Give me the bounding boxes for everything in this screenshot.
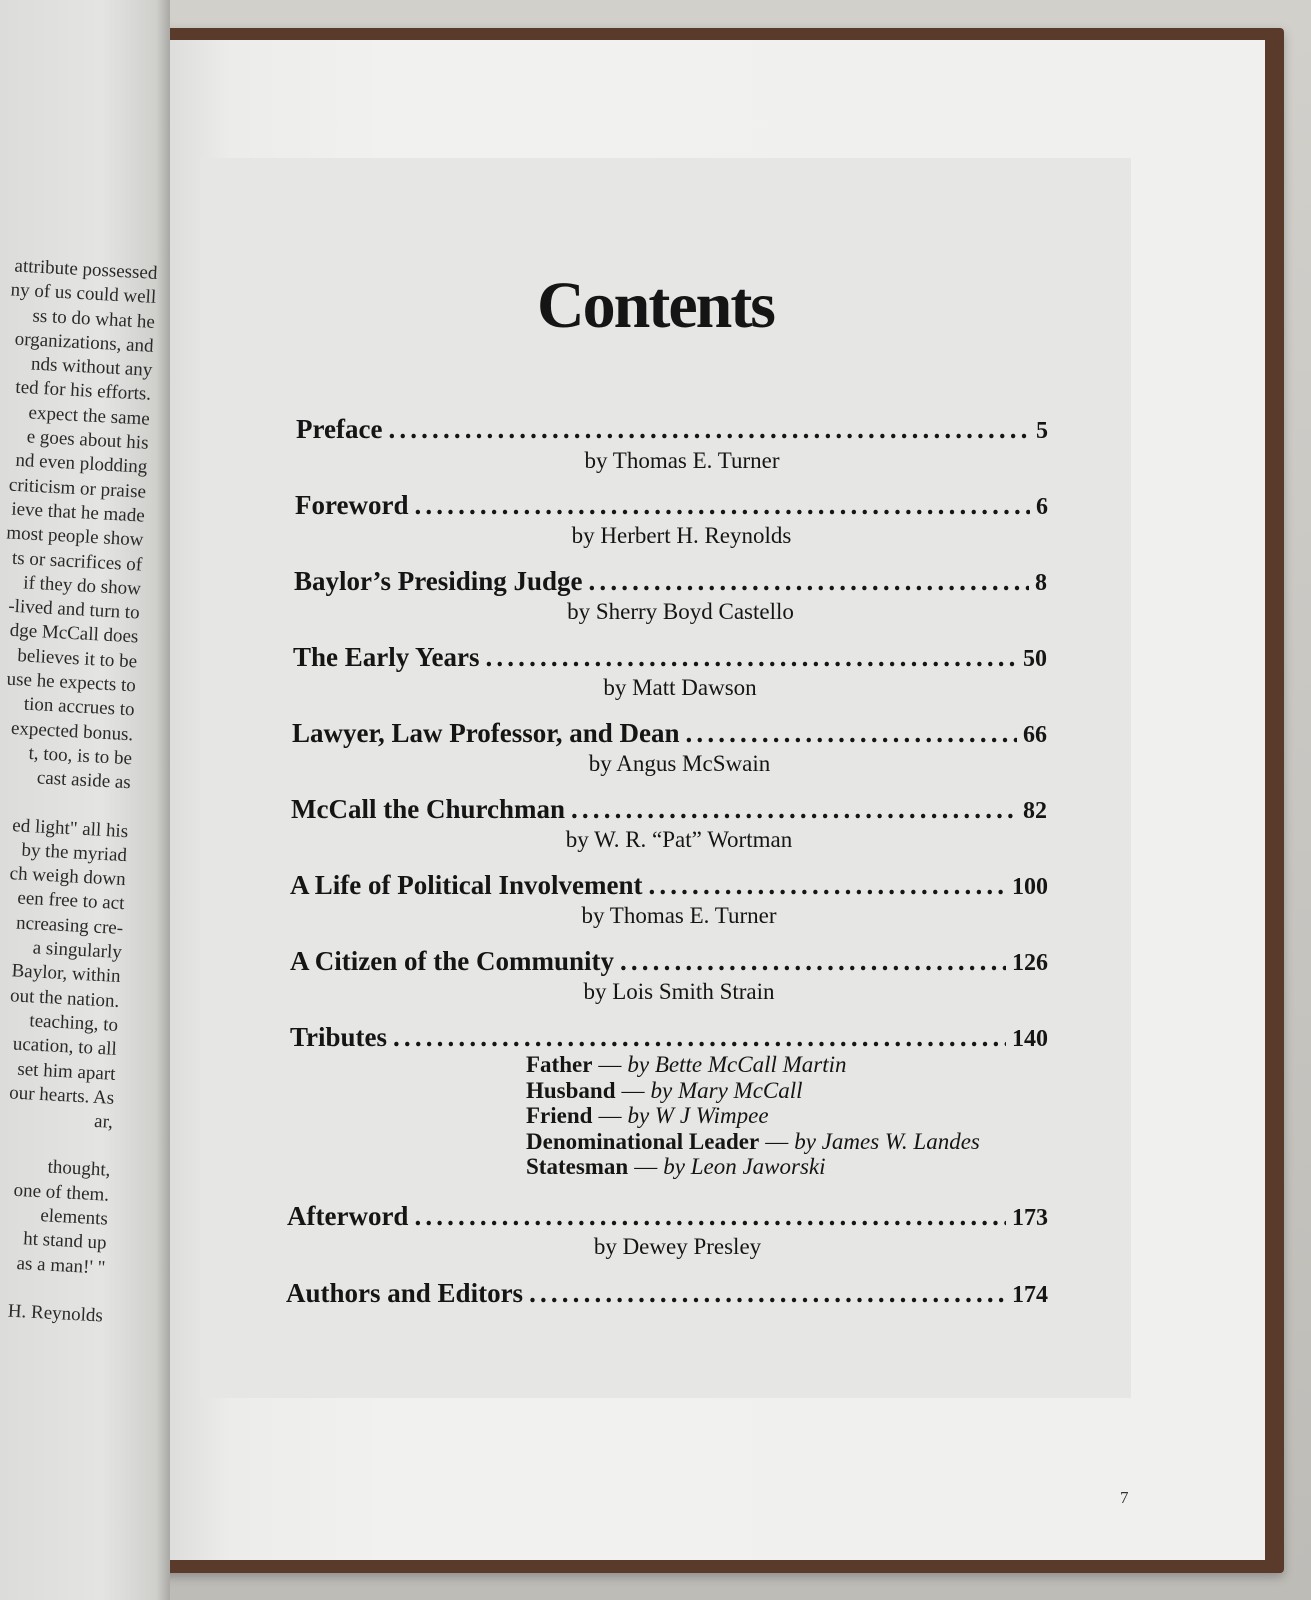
tribute-author: by Mary McCall xyxy=(650,1077,803,1103)
dot-leader xyxy=(529,1278,1006,1309)
left-page-line: tion accrues to xyxy=(23,693,136,721)
tribute-author: by W J Wimpee xyxy=(627,1103,769,1128)
toc-entry-line xyxy=(292,718,1047,749)
toc-entry-page: 82 xyxy=(1023,798,1047,824)
toc-entry-author: by Lois Smith Strain xyxy=(583,979,775,1004)
tribute-role: Denominational Leader xyxy=(526,1128,760,1154)
tribute-dash: — xyxy=(634,1154,658,1179)
left-page-line: by the myriad xyxy=(20,839,128,866)
tribute-role: Statesman xyxy=(526,1154,629,1179)
left-page-line: criticism or praise xyxy=(8,474,147,503)
toc-entry-page: 5 xyxy=(1036,418,1048,444)
left-page-line: nd even plodding xyxy=(14,450,148,479)
left-page-line: t, too, is to be xyxy=(28,742,133,770)
left-page-line: ieve that he made xyxy=(10,498,146,527)
left-page-line: teaching, to xyxy=(28,1010,119,1036)
toc-entry-title: McCall the Churchman xyxy=(291,794,565,824)
left-page-line: use he expects to xyxy=(6,668,137,697)
left-page-line: ny of us could well xyxy=(10,279,157,309)
left-page-line: nds without any xyxy=(30,353,153,382)
toc-entry-author: by Thomas E. Turner xyxy=(584,448,780,473)
toc-entry-title: Tributes xyxy=(290,1022,388,1052)
left-page-line: ts or sacrifices of xyxy=(11,547,143,576)
dot-leader xyxy=(485,642,1017,673)
tribute-item xyxy=(526,1078,980,1104)
left-page-line: -lived and turn to xyxy=(7,595,141,624)
toc-entry-page: 8 xyxy=(1035,570,1047,596)
left-page-line: ed light" all his xyxy=(11,814,129,842)
dot-leader xyxy=(686,718,1017,749)
toc-entry-title: The Early Years xyxy=(293,642,480,672)
toc-entry-author: by Matt Dawson xyxy=(603,675,757,700)
toc-entry-line xyxy=(294,566,1047,597)
left-page-line: ucation, to all xyxy=(12,1033,118,1061)
left-page-line: out the nation. xyxy=(9,984,120,1012)
dot-leader xyxy=(648,870,1006,901)
tribute-author: by Bette McCall Martin xyxy=(627,1052,847,1077)
left-page-line: cast aside as xyxy=(36,767,132,794)
tribute-dash: — xyxy=(598,1052,622,1077)
page-title: Contents xyxy=(536,269,774,342)
toc-entry-title: Baylor’s Presiding Judge xyxy=(294,566,583,596)
toc-entry-author: by Thomas E. Turner xyxy=(581,903,777,928)
toc-entry-line xyxy=(287,1201,1048,1232)
toc-entry-line xyxy=(291,794,1047,825)
left-page-line: one of them. xyxy=(13,1179,110,1206)
left-page-line: ar, xyxy=(93,1110,114,1133)
left-page-line: H. Reynolds xyxy=(7,1300,104,1327)
toc-entry-line xyxy=(290,870,1048,901)
toc-entry-author: by Herbert H. Reynolds xyxy=(571,523,792,548)
toc-entry-title: Preface xyxy=(296,414,383,444)
left-page-line: ncreasing cre- xyxy=(15,912,124,939)
toc-entry-title: Lawyer, Law Professor, and Dean xyxy=(292,718,680,748)
left-page-line: elements xyxy=(39,1205,109,1230)
left-page-line: expected bonus. xyxy=(10,717,134,745)
tribute-author: by Leon Jaworski xyxy=(663,1154,826,1179)
tribute-role: Father xyxy=(526,1052,593,1077)
toc-entry-page: 126 xyxy=(1012,950,1048,976)
left-page-line: een free to act xyxy=(16,887,125,915)
left-page-line: set him apart xyxy=(16,1058,117,1085)
tribute-item xyxy=(526,1154,980,1180)
left-page-line: expect the same xyxy=(28,402,151,430)
toc-entry-line xyxy=(295,490,1048,521)
left-page-line: attribute possessed xyxy=(14,255,158,284)
tribute-dash: — xyxy=(621,1077,645,1103)
left-page-line: organizations, and xyxy=(14,328,155,357)
tribute-item xyxy=(526,1129,980,1155)
toc-entry-line xyxy=(286,1278,1048,1309)
toc-entry-title: Foreword xyxy=(295,490,409,520)
tribute-role: Friend xyxy=(526,1103,593,1128)
tribute-item xyxy=(526,1103,980,1129)
dot-leader xyxy=(393,1022,1006,1053)
left-page-line: thought, xyxy=(47,1156,111,1182)
toc-entry-line xyxy=(293,642,1047,673)
toc-entry-author: by W. R. “Pat” Wortman xyxy=(565,827,793,852)
dot-leader xyxy=(589,566,1029,597)
tribute-item xyxy=(526,1052,980,1078)
toc-entry-title: Afterword xyxy=(287,1201,409,1231)
dot-leader xyxy=(571,794,1017,825)
left-page-line: a singularly xyxy=(32,937,123,964)
toc-entry-page: 50 xyxy=(1023,646,1047,672)
left-page-line: Baylor, within xyxy=(11,960,122,988)
toc-entry-page: 140 xyxy=(1012,1026,1048,1052)
toc-entry-author: by Sherry Boyd Castello xyxy=(567,599,794,624)
toc-entry-page: 6 xyxy=(1036,494,1048,520)
left-page-line: ht stand up xyxy=(22,1228,108,1254)
left-page-line: believes it to be xyxy=(16,644,138,673)
toc-entry-page: 173 xyxy=(1012,1205,1048,1231)
dot-leader xyxy=(388,414,1030,445)
left-page-line: e goes about his xyxy=(26,426,150,454)
dot-leader xyxy=(414,490,1030,521)
tribute-dash: — xyxy=(598,1103,622,1128)
left-page-line: if they do show xyxy=(22,572,142,600)
tribute-dash: — xyxy=(765,1128,789,1154)
left-page-line: dge McCall does xyxy=(9,620,139,648)
left-page-line: ss to do what he xyxy=(32,305,156,333)
toc-entry-page: 174 xyxy=(1012,1282,1048,1308)
toc-entry-line xyxy=(296,414,1048,445)
left-page-line: most people show xyxy=(5,522,144,551)
toc-entry-title: Authors and Editors xyxy=(286,1278,524,1308)
dot-leader xyxy=(620,946,1006,977)
tribute-author: by James W. Landes xyxy=(794,1128,980,1154)
page-number: 7 xyxy=(1120,1488,1129,1507)
left-page-line: ted for his efforts. xyxy=(14,377,152,406)
toc-entry-page: 66 xyxy=(1023,722,1047,748)
left-page-line: our hearts. As xyxy=(8,1082,115,1109)
toc-entry-title: A Life of Political Involvement xyxy=(290,870,643,900)
left-page-line: as a man!' " xyxy=(16,1252,106,1279)
toc-entry-line xyxy=(290,946,1048,977)
left-page-line: ch weigh down xyxy=(9,863,127,891)
toc-entry-title: A Citizen of the Community xyxy=(290,946,614,976)
toc-entry-author: by Angus McSwain xyxy=(588,751,771,776)
tribute-role: Husband xyxy=(526,1077,616,1103)
toc-entry-line xyxy=(290,1022,1048,1053)
toc-entry-page: 100 xyxy=(1012,874,1048,900)
dot-leader xyxy=(414,1201,1006,1232)
tributes-list xyxy=(526,1052,980,1180)
toc-entry-author: by Dewey Presley xyxy=(593,1234,762,1259)
